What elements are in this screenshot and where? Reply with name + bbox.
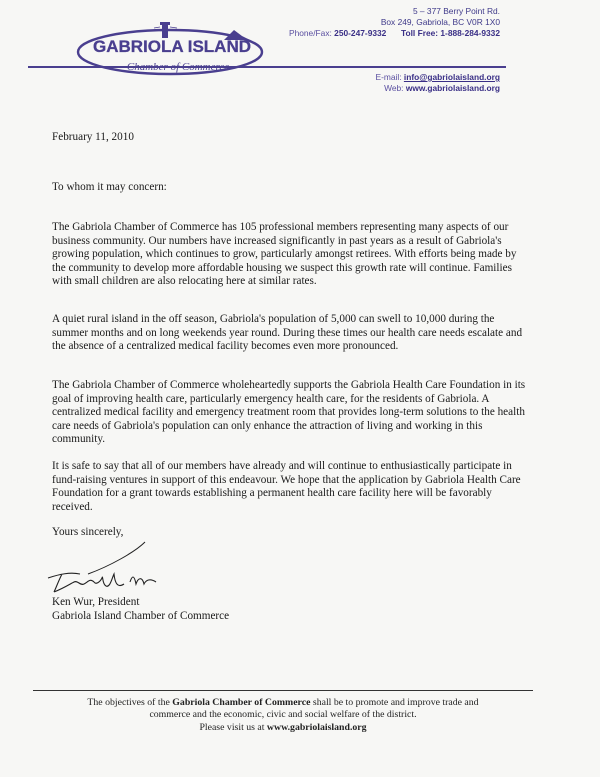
phone-row — [240, 28, 500, 39]
letter-date: February 11, 2010 — [52, 131, 134, 143]
footer-line-3 — [33, 722, 533, 734]
footer-line-1-end: shall be to promote and improve trade and — [310, 697, 479, 708]
address-line-2: Box 249, Gabriola, BC V0R 1X0 — [380, 16, 500, 27]
letter-greeting: To whom it may concern: — [52, 181, 167, 193]
paragraph-1: The Gabriola Chamber of Commerce has 105 professional members representing many aspects of our business community. Our numbers have increased significantly in past years as a result of Gabriola's growing population, which continues to grow, particularly amongst retirees. With efforts being made by the community to develop more affordable housing we suspect this growth rate will continue. Families with small children are also relocating here at similar rates. — [52, 221, 517, 288]
tollfree-label: Toll Free: — [400, 27, 439, 38]
footer-line-2: commerce and the economic, civic and social welfare of the district. — [149, 709, 417, 721]
web-label: Web: — [384, 82, 404, 93]
footer-visit-text: Please visit us at — [199, 721, 267, 733]
signer-organization: Gabriola Island Chamber of Commerce — [52, 609, 230, 622]
paragraph-3: The Gabriola Chamber of Commerce wholeheartedly supports the Gabriola Health Care Foundation in its goal of improving health care, particularly emergency health care, for the residents of Gabriola. A centralized medical facility and emergency treatment room that provides long-term solutions to the health care needs of Gabriola's population can only enhance the attraction of living and working in this community. — [52, 379, 526, 446]
footer-org-name: Gabriola Chamber of Commerce — [172, 697, 311, 708]
email-link[interactable]: info@gabriolaisland.org — [403, 72, 500, 82]
tollfree-value: 1-888-284-9332 — [440, 27, 500, 38]
letter-closing: Yours sincerely, — [52, 526, 124, 538]
letterhead-rule — [28, 66, 506, 68]
web-row — [240, 83, 500, 94]
footer-line-1-start: The objectives of the — [87, 697, 173, 708]
signer-name: Ken Wur, President — [52, 596, 140, 608]
logo-name: GABRIOLA ISLAND — [92, 37, 252, 56]
online-contact-block — [240, 72, 500, 94]
email-label: E-mail: — [375, 72, 402, 82]
footer-line-1 — [33, 697, 533, 709]
email-row — [240, 72, 500, 83]
address-line-1: 5 – 377 Berry Point Rd. — [412, 6, 500, 16]
paragraph-2: A quiet rural island in the off season, Gabriola's population of 5,000 can swell to 10,000 during the summer months and on long weekends year round. During these times our health care needs escalate and the absence of a centralized medical facility becomes even more pronounced. — [52, 313, 523, 353]
paragraph-4: It is safe to say that all of our members have already and will continue to enthusiastically participate in fund-raising ventures in support of this endeavour. We hope that the application by Gabriola Health Care Foundation for a grant towards establishing a permanent health care facility here will be favorably received. — [52, 460, 521, 513]
footer-objectives — [33, 697, 533, 734]
contact-block — [240, 6, 500, 38]
phone-value: 250-247-9332 — [334, 27, 387, 38]
handwritten-signature — [40, 538, 170, 598]
signer-block — [52, 596, 229, 623]
footer-rule — [33, 690, 533, 691]
web-link[interactable]: www.gabriolaisland.org — [405, 82, 500, 93]
footer-website-link[interactable]: www.gabriolaisland.org — [266, 721, 367, 733]
phone-label: Phone/Fax: — [289, 27, 332, 38]
